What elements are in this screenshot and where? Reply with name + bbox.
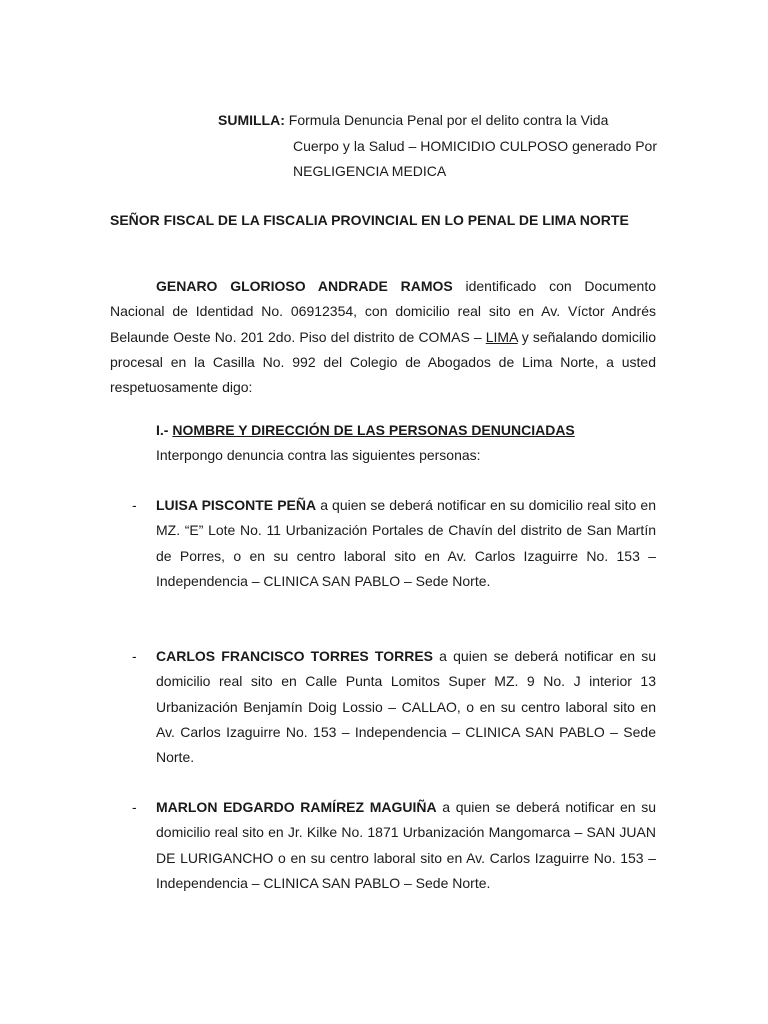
accused-name: MARLON EDGARDO RAMÍREZ MAGUIÑA [156, 799, 437, 815]
intro-text-1: identificado con Documento Nacional de Identidad No. 06912354, con domicilio real sito en Av. Víctor Andrés Belaunde Oeste No. 201 2do. Piso del distrito de COMAS – [110, 278, 656, 345]
section-number: I.- [156, 422, 173, 438]
accused-address-text: a quien se deberá notificar en su domicilio real sito en Calle Punta Lomitos Super MZ. 9 No. J interior 13 Urbanización Benjamín Doig Lossio – CALLAO, o en su centro laboral sito en Av. Carlos Izaguirre No. 153 – Independencia – CLINICA SAN PABLO – Sede Norte. [156, 648, 656, 766]
section-heading [156, 418, 575, 443]
sumilla-first-line [218, 108, 668, 134]
list-dash: - [132, 497, 137, 513]
intro-paragraph [110, 274, 656, 400]
sumilla-line1-text: Formula Denuncia Penal por el delito contra la Vida [284, 112, 609, 128]
sumilla-continuation: Cuerpo y la Salud – HOMICIDIO CULPOSO generado Por NEGLIGENCIA MEDICA [293, 137, 657, 179]
sumilla-block [218, 108, 668, 185]
accused-entry [132, 644, 656, 770]
sumilla-label: SUMILLA: [218, 112, 285, 128]
accused-name: CARLOS FRANCISCO TORRES TORRES [156, 648, 434, 664]
intro-text-2: y señalando domicilio procesal en la Casilla No. 992 del Colegio de Abogados de Lima Norte, a usted respetuosamente digo: [110, 328, 656, 396]
accused-entry [132, 795, 656, 896]
section-title: NOMBRE Y DIRECCIÓN DE LAS PERSONAS DENUNCIADAS [172, 422, 575, 438]
accused-address-text: a quien se deberá notificar en su domicilio real sito en MZ. “E” Lote No. 11 Urbanización Portales de Chavín del distrito de San Martín de Porres, o en su centro laboral sito en Av. Carlos Izaguirre No. 153 – Independencia – CLINICA SAN PABLO – Sede Norte. [156, 497, 656, 589]
list-dash: - [132, 648, 137, 664]
list-dash: - [132, 799, 137, 815]
section-intro: Interpongo denuncia contra las siguientes personas: [156, 447, 481, 463]
accused-address-text: a quien se deberá notificar en su domicilio real sito en Jr. Kilke No. 1871 Urbanización Mangomarca – SAN JUAN DE LURIGANCHO o en su centro laboral sito en Av. Carlos Izaguirre No. 153 – Independencia – CLINICA SAN PABLO – Sede Norte. [156, 799, 656, 891]
addressee-heading: SEÑOR FISCAL DE LA FISCALIA PROVINCIAL EN LO PENAL DE LIMA NORTE [110, 212, 629, 228]
accused-name: LUISA PISCONTE PEÑA [156, 497, 317, 513]
lima-underlined: LIMA [485, 328, 518, 345]
accused-entry [132, 493, 656, 594]
complainant-name: GENARO GLORIOSO ANDRADE RAMOS [156, 278, 453, 294]
